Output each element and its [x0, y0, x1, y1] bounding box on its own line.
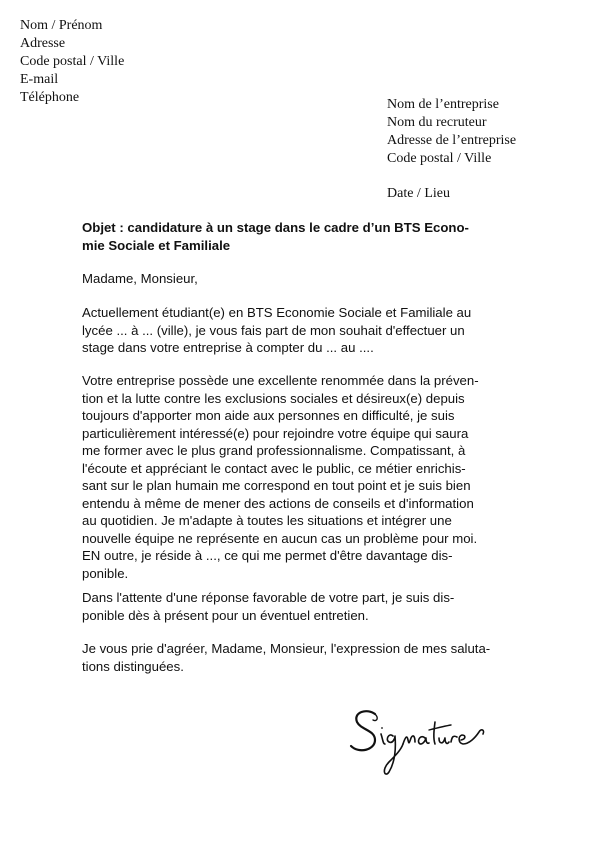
paragraph-line: me former avec le plus grand professionnalisme. Compatissant, à — [82, 443, 466, 458]
paragraph-motivation — [82, 372, 512, 582]
sender-email: E-mail — [20, 72, 59, 87]
paragraph-line: EN outre, je réside à ..., ce qui me permet d'être davantage dis- — [82, 548, 453, 563]
paragraph-line: nouvelle équipe ne représente en aucun cas un problème pour moi. — [82, 530, 478, 546]
sender-name: Nom / Prénom — [20, 18, 103, 33]
sender-address: Adresse — [20, 36, 66, 51]
paragraph-line: sant sur le plan humain me correspond en tout point et je suis bien — [82, 478, 471, 493]
sender-phone: Téléphone — [20, 90, 80, 105]
paragraph-line: l'écoute et appréciant le contact avec le public, ce métier enrichis- — [82, 460, 466, 476]
paragraph-line: Votre entreprise possède une excellente renommée dans la préven- — [82, 373, 479, 388]
recipient-company: Nom de l’entreprise — [387, 97, 499, 112]
paragraph-intro — [82, 304, 512, 357]
recipient-block — [387, 96, 516, 168]
paragraph-line: particulièrement intéressé(e) pour rejoindre votre équipe qui saura — [82, 425, 469, 441]
paragraph-line: ponible dès à présent pour un éventuel entretien. — [82, 607, 369, 623]
paragraph-line: toujours d'apporter mon aide aux personnes en difficulté, je suis — [82, 408, 455, 423]
subject-line: Objet : candidature à un stage dans le cadre d’un BTS Econo- — [82, 220, 469, 235]
paragraph-line: stage dans votre entreprise à compter du ... au .... — [82, 340, 374, 355]
sender-block — [20, 17, 124, 107]
paragraph-line: lycée ... à ... (ville), je vous fais part de mon souhait d'effectuer un — [82, 322, 465, 338]
date-place: Date / Lieu — [387, 186, 450, 201]
paragraph-line: au quotidien. Je m'adapte à toutes les situations et intégrer une — [82, 513, 452, 528]
recipient-recruiter: Nom du recruteur — [387, 115, 487, 130]
letter-subject — [82, 219, 512, 254]
paragraph-line: ponible. — [82, 565, 129, 581]
paragraph-closing — [82, 640, 512, 675]
paragraph-line: tion et la lutte contre les exclusions sociales et désireux(e) depuis — [82, 390, 465, 406]
paragraph-availability — [82, 589, 512, 624]
handwritten-signature — [345, 700, 495, 780]
letter-greeting: Madame, Monsieur, — [82, 271, 198, 286]
paragraph-line: Je vous prie d'agréer, Madame, Monsieur, l'expression de mes saluta- — [82, 641, 491, 656]
paragraph-line: entendu à même de mener des actions de conseils et d'information — [82, 495, 474, 511]
sender-postal-city: Code postal / Ville — [20, 54, 125, 69]
paragraph-line: tions distinguées. — [82, 658, 184, 674]
recipient-address: Adresse de l’entreprise — [387, 133, 517, 148]
paragraph-line: Dans l'attente d'une réponse favorable de votre part, je suis dis- — [82, 590, 455, 605]
recipient-postal-city: Code postal / Ville — [387, 151, 492, 166]
subject-line: mie Sociale et Familiale — [82, 237, 231, 253]
paragraph-line: Actuellement étudiant(e) en BTS Economie Sociale et Familiale au — [82, 305, 472, 320]
